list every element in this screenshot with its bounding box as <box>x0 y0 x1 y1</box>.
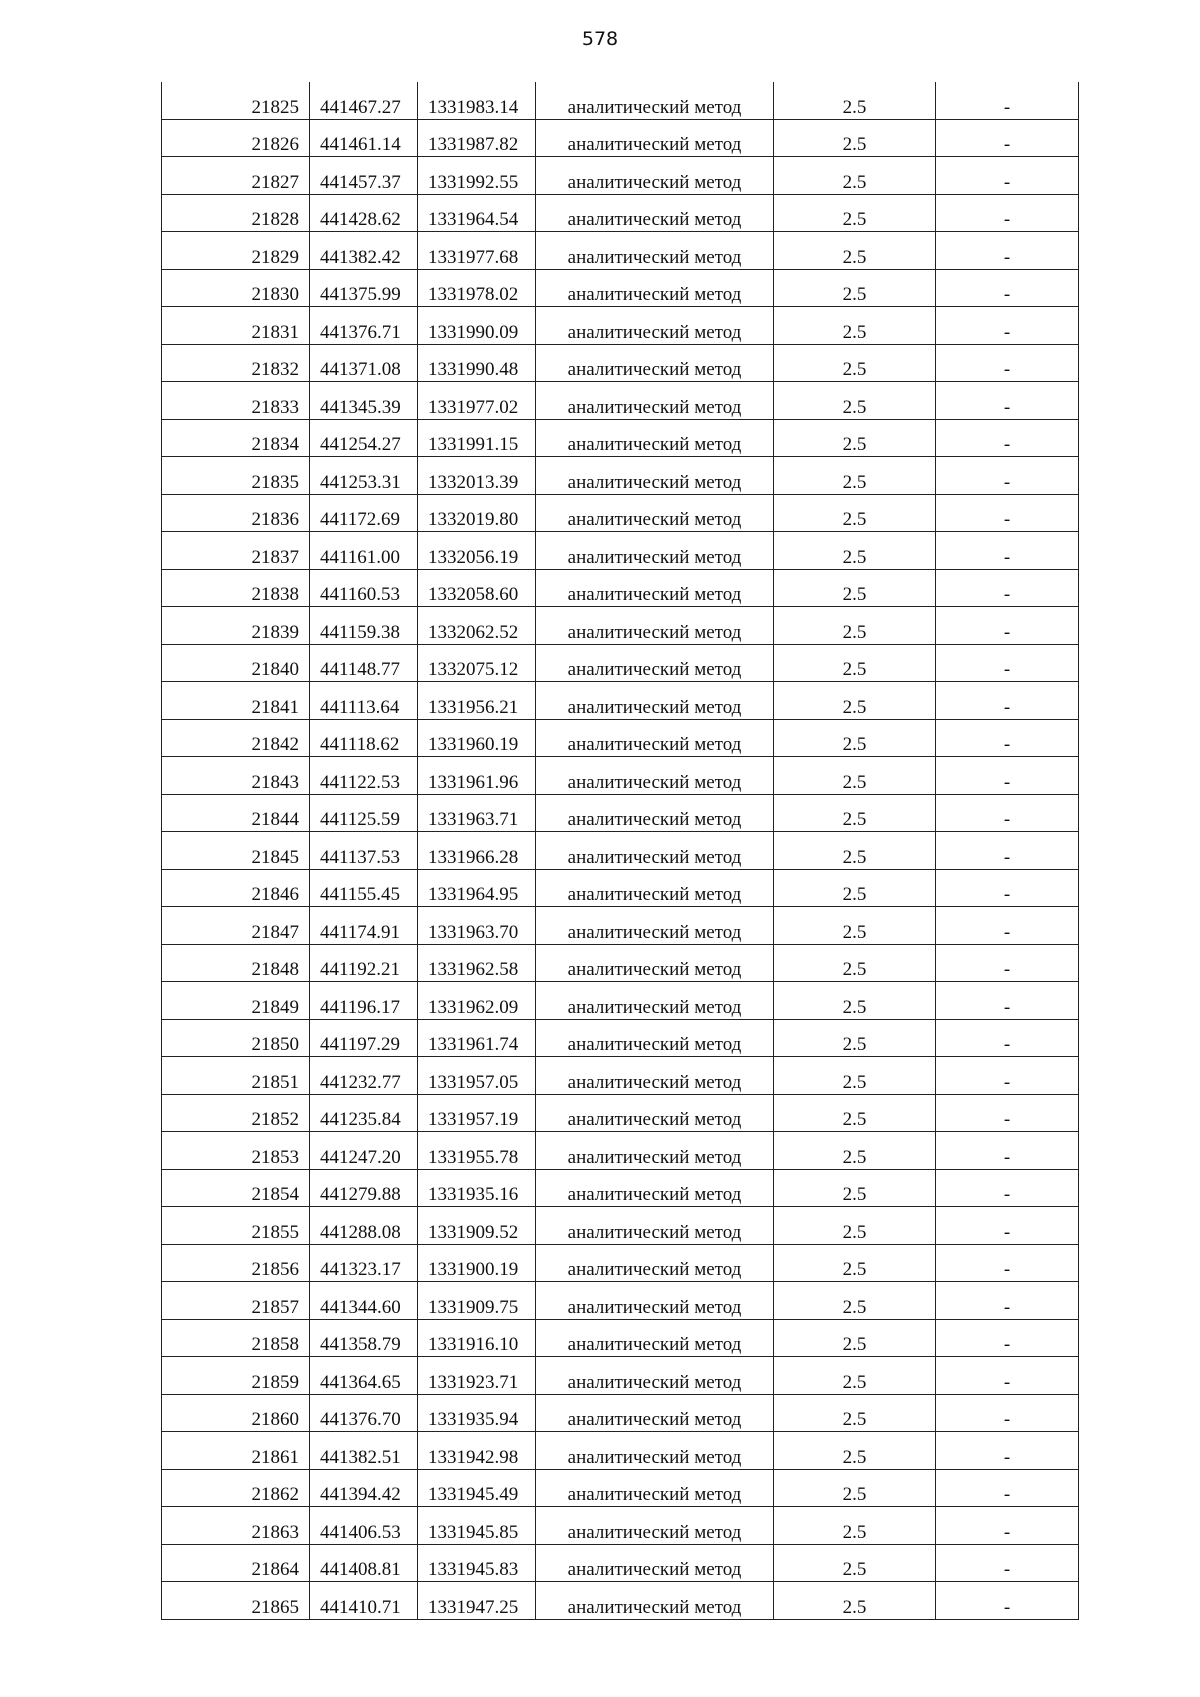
x-coordinate-cell: 441118.62 <box>310 719 418 757</box>
table-row <box>162 194 1079 232</box>
point-number-cell: 21862 <box>162 1469 310 1507</box>
note-cell: - <box>936 944 1079 982</box>
table-row <box>162 832 1079 870</box>
point-number-cell: 21837 <box>162 532 310 570</box>
point-number-cell: 21841 <box>162 682 310 720</box>
point-number-cell: 21865 <box>162 1582 310 1620</box>
table-row <box>162 532 1079 570</box>
method-cell: аналитический метод <box>536 1357 774 1395</box>
x-coordinate-cell: 441192.21 <box>310 944 418 982</box>
x-coordinate-cell: 441279.88 <box>310 1169 418 1207</box>
accuracy-cell: 2.5 <box>774 607 936 645</box>
x-coordinate-cell: 441137.53 <box>310 832 418 870</box>
table-row <box>162 757 1079 795</box>
y-coordinate-cell: 1331990.09 <box>418 307 536 345</box>
table-row <box>162 907 1079 945</box>
method-cell: аналитический метод <box>536 307 774 345</box>
y-coordinate-cell: 1331945.85 <box>418 1507 536 1545</box>
x-coordinate-cell: 441406.53 <box>310 1507 418 1545</box>
method-cell: аналитический метод <box>536 382 774 420</box>
accuracy-cell: 2.5 <box>774 869 936 907</box>
accuracy-cell: 2.5 <box>774 1057 936 1095</box>
point-number-cell: 21848 <box>162 944 310 982</box>
accuracy-cell: 2.5 <box>774 1394 936 1432</box>
method-cell: аналитический метод <box>536 757 774 795</box>
x-coordinate-cell: 441394.42 <box>310 1469 418 1507</box>
point-number-cell: 21826 <box>162 119 310 157</box>
accuracy-cell: 2.5 <box>774 232 936 270</box>
point-number-cell: 21854 <box>162 1169 310 1207</box>
x-coordinate-cell: 441375.99 <box>310 269 418 307</box>
table-row <box>162 569 1079 607</box>
accuracy-cell: 2.5 <box>774 82 936 119</box>
note-cell: - <box>936 494 1079 532</box>
note-cell: - <box>936 1094 1079 1132</box>
method-cell: аналитический метод <box>536 1582 774 1620</box>
method-cell: аналитический метод <box>536 794 774 832</box>
accuracy-cell: 2.5 <box>774 1244 936 1282</box>
note-cell: - <box>936 1394 1079 1432</box>
x-coordinate-cell: 441467.27 <box>310 82 418 119</box>
x-coordinate-cell: 441254.27 <box>310 419 418 457</box>
table-row <box>162 869 1079 907</box>
point-number-cell: 21864 <box>162 1544 310 1582</box>
point-number-cell: 21832 <box>162 344 310 382</box>
x-coordinate-cell: 441113.64 <box>310 682 418 720</box>
method-cell: аналитический метод <box>536 82 774 119</box>
point-number-cell: 21857 <box>162 1282 310 1320</box>
table-row <box>162 307 1079 345</box>
note-cell: - <box>936 1319 1079 1357</box>
accuracy-cell: 2.5 <box>774 944 936 982</box>
note-cell: - <box>936 1432 1079 1470</box>
note-cell: - <box>936 682 1079 720</box>
y-coordinate-cell: 1332075.12 <box>418 644 536 682</box>
x-coordinate-cell: 441196.17 <box>310 982 418 1020</box>
x-coordinate-cell: 441382.51 <box>310 1432 418 1470</box>
accuracy-cell: 2.5 <box>774 307 936 345</box>
method-cell: аналитический метод <box>536 269 774 307</box>
point-number-cell: 21825 <box>162 82 310 119</box>
method-cell: аналитический метод <box>536 1432 774 1470</box>
method-cell: аналитический метод <box>536 644 774 682</box>
accuracy-cell: 2.5 <box>774 832 936 870</box>
point-number-cell: 21842 <box>162 719 310 757</box>
table-row <box>162 382 1079 420</box>
table-row <box>162 982 1079 1020</box>
x-coordinate-cell: 441382.42 <box>310 232 418 270</box>
note-cell: - <box>936 607 1079 645</box>
table-row <box>162 494 1079 532</box>
x-coordinate-cell: 441288.08 <box>310 1207 418 1245</box>
method-cell: аналитический метод <box>536 1207 774 1245</box>
y-coordinate-cell: 1331947.25 <box>418 1582 536 1620</box>
method-cell: аналитический метод <box>536 119 774 157</box>
accuracy-cell: 2.5 <box>774 157 936 195</box>
y-coordinate-cell: 1331962.58 <box>418 944 536 982</box>
accuracy-cell: 2.5 <box>774 644 936 682</box>
note-cell: - <box>936 982 1079 1020</box>
y-coordinate-cell: 1331935.94 <box>418 1394 536 1432</box>
y-coordinate-cell: 1332062.52 <box>418 607 536 645</box>
accuracy-cell: 2.5 <box>774 382 936 420</box>
note-cell: - <box>936 832 1079 870</box>
x-coordinate-cell: 441428.62 <box>310 194 418 232</box>
table-row <box>162 1394 1079 1432</box>
x-coordinate-cell: 441122.53 <box>310 757 418 795</box>
note-cell: - <box>936 1282 1079 1320</box>
accuracy-cell: 2.5 <box>774 457 936 495</box>
table-row <box>162 419 1079 457</box>
y-coordinate-cell: 1331909.52 <box>418 1207 536 1245</box>
accuracy-cell: 2.5 <box>774 1507 936 1545</box>
table-row <box>162 719 1079 757</box>
accuracy-cell: 2.5 <box>774 1469 936 1507</box>
y-coordinate-cell: 1331962.09 <box>418 982 536 1020</box>
point-number-cell: 21830 <box>162 269 310 307</box>
note-cell: - <box>936 344 1079 382</box>
method-cell: аналитический метод <box>536 1019 774 1057</box>
y-coordinate-cell: 1331983.14 <box>418 82 536 119</box>
table-row <box>162 269 1079 307</box>
note-cell: - <box>936 1544 1079 1582</box>
y-coordinate-cell: 1331945.49 <box>418 1469 536 1507</box>
table-row <box>162 682 1079 720</box>
point-number-cell: 21838 <box>162 569 310 607</box>
note-cell: - <box>936 419 1079 457</box>
note-cell: - <box>936 757 1079 795</box>
x-coordinate-cell: 441160.53 <box>310 569 418 607</box>
accuracy-cell: 2.5 <box>774 494 936 532</box>
x-coordinate-cell: 441408.81 <box>310 1544 418 1582</box>
method-cell: аналитический метод <box>536 1469 774 1507</box>
accuracy-cell: 2.5 <box>774 1094 936 1132</box>
note-cell: - <box>936 1244 1079 1282</box>
table-row <box>162 1132 1079 1170</box>
x-coordinate-cell: 441345.39 <box>310 382 418 420</box>
x-coordinate-cell: 441253.31 <box>310 457 418 495</box>
point-number-cell: 21831 <box>162 307 310 345</box>
y-coordinate-cell: 1331977.68 <box>418 232 536 270</box>
accuracy-cell: 2.5 <box>774 982 936 1020</box>
point-number-cell: 21847 <box>162 907 310 945</box>
method-cell: аналитический метод <box>536 1319 774 1357</box>
table-row <box>162 1282 1079 1320</box>
accuracy-cell: 2.5 <box>774 1132 936 1170</box>
point-number-cell: 21836 <box>162 494 310 532</box>
table-row <box>162 944 1079 982</box>
coordinates-table <box>161 82 1079 1620</box>
y-coordinate-cell: 1331942.98 <box>418 1432 536 1470</box>
point-number-cell: 21844 <box>162 794 310 832</box>
x-coordinate-cell: 441155.45 <box>310 869 418 907</box>
table-row <box>162 1507 1079 1545</box>
method-cell: аналитический метод <box>536 832 774 870</box>
point-number-cell: 21835 <box>162 457 310 495</box>
method-cell: аналитический метод <box>536 607 774 645</box>
y-coordinate-cell: 1331957.19 <box>418 1094 536 1132</box>
method-cell: аналитический метод <box>536 457 774 495</box>
x-coordinate-cell: 441232.77 <box>310 1057 418 1095</box>
y-coordinate-cell: 1331961.96 <box>418 757 536 795</box>
y-coordinate-cell: 1331956.21 <box>418 682 536 720</box>
note-cell: - <box>936 1469 1079 1507</box>
method-cell: аналитический метод <box>536 907 774 945</box>
x-coordinate-cell: 441159.38 <box>310 607 418 645</box>
y-coordinate-cell: 1331923.71 <box>418 1357 536 1395</box>
note-cell: - <box>936 1169 1079 1207</box>
method-cell: аналитический метод <box>536 194 774 232</box>
x-coordinate-cell: 441247.20 <box>310 1132 418 1170</box>
note-cell: - <box>936 157 1079 195</box>
method-cell: аналитический метод <box>536 1094 774 1132</box>
note-cell: - <box>936 1019 1079 1057</box>
table-row <box>162 607 1079 645</box>
accuracy-cell: 2.5 <box>774 1582 936 1620</box>
accuracy-cell: 2.5 <box>774 1544 936 1582</box>
y-coordinate-cell: 1331964.54 <box>418 194 536 232</box>
table-row <box>162 1019 1079 1057</box>
x-coordinate-cell: 441174.91 <box>310 907 418 945</box>
y-coordinate-cell: 1331935.16 <box>418 1169 536 1207</box>
accuracy-cell: 2.5 <box>774 719 936 757</box>
y-coordinate-cell: 1331961.74 <box>418 1019 536 1057</box>
point-number-cell: 21845 <box>162 832 310 870</box>
point-number-cell: 21861 <box>162 1432 310 1470</box>
method-cell: аналитический метод <box>536 569 774 607</box>
table-row <box>162 1057 1079 1095</box>
accuracy-cell: 2.5 <box>774 1019 936 1057</box>
x-coordinate-cell: 441410.71 <box>310 1582 418 1620</box>
note-cell: - <box>936 119 1079 157</box>
point-number-cell: 21849 <box>162 982 310 1020</box>
note-cell: - <box>936 532 1079 570</box>
x-coordinate-cell: 441235.84 <box>310 1094 418 1132</box>
method-cell: аналитический метод <box>536 982 774 1020</box>
accuracy-cell: 2.5 <box>774 1432 936 1470</box>
method-cell: аналитический метод <box>536 1057 774 1095</box>
method-cell: аналитический метод <box>536 719 774 757</box>
table-row <box>162 1244 1079 1282</box>
y-coordinate-cell: 1332019.80 <box>418 494 536 532</box>
point-number-cell: 21858 <box>162 1319 310 1357</box>
table-row <box>162 344 1079 382</box>
accuracy-cell: 2.5 <box>774 682 936 720</box>
x-coordinate-cell: 441148.77 <box>310 644 418 682</box>
accuracy-cell: 2.5 <box>774 1207 936 1245</box>
note-cell: - <box>936 307 1079 345</box>
table-row <box>162 457 1079 495</box>
method-cell: аналитический метод <box>536 682 774 720</box>
note-cell: - <box>936 869 1079 907</box>
point-number-cell: 21852 <box>162 1094 310 1132</box>
table-row <box>162 1319 1079 1357</box>
y-coordinate-cell: 1331966.28 <box>418 832 536 870</box>
note-cell: - <box>936 1207 1079 1245</box>
point-number-cell: 21851 <box>162 1057 310 1095</box>
table-row <box>162 119 1079 157</box>
point-number-cell: 21846 <box>162 869 310 907</box>
method-cell: аналитический метод <box>536 344 774 382</box>
table-row <box>162 1094 1079 1132</box>
y-coordinate-cell: 1331992.55 <box>418 157 536 195</box>
note-cell: - <box>936 194 1079 232</box>
accuracy-cell: 2.5 <box>774 1169 936 1207</box>
accuracy-cell: 2.5 <box>774 907 936 945</box>
table-row <box>162 82 1079 119</box>
method-cell: аналитический метод <box>536 1282 774 1320</box>
y-coordinate-cell: 1331987.82 <box>418 119 536 157</box>
accuracy-cell: 2.5 <box>774 1319 936 1357</box>
note-cell: - <box>936 457 1079 495</box>
point-number-cell: 21856 <box>162 1244 310 1282</box>
y-coordinate-cell: 1331991.15 <box>418 419 536 457</box>
y-coordinate-cell: 1331964.95 <box>418 869 536 907</box>
y-coordinate-cell: 1331990.48 <box>418 344 536 382</box>
accuracy-cell: 2.5 <box>774 757 936 795</box>
point-number-cell: 21850 <box>162 1019 310 1057</box>
x-coordinate-cell: 441457.37 <box>310 157 418 195</box>
table-row <box>162 644 1079 682</box>
accuracy-cell: 2.5 <box>774 419 936 457</box>
y-coordinate-cell: 1332058.60 <box>418 569 536 607</box>
note-cell: - <box>936 1057 1079 1095</box>
x-coordinate-cell: 441461.14 <box>310 119 418 157</box>
point-number-cell: 21833 <box>162 382 310 420</box>
x-coordinate-cell: 441376.70 <box>310 1394 418 1432</box>
method-cell: аналитический метод <box>536 157 774 195</box>
table-row <box>162 794 1079 832</box>
y-coordinate-cell: 1331955.78 <box>418 1132 536 1170</box>
y-coordinate-cell: 1331960.19 <box>418 719 536 757</box>
method-cell: аналитический метод <box>536 1394 774 1432</box>
point-number-cell: 21843 <box>162 757 310 795</box>
table-row <box>162 1169 1079 1207</box>
y-coordinate-cell: 1331957.05 <box>418 1057 536 1095</box>
table-row <box>162 1432 1079 1470</box>
note-cell: - <box>936 1357 1079 1395</box>
note-cell: - <box>936 794 1079 832</box>
note-cell: - <box>936 1132 1079 1170</box>
point-number-cell: 21853 <box>162 1132 310 1170</box>
table-row <box>162 1357 1079 1395</box>
method-cell: аналитический метод <box>536 419 774 457</box>
accuracy-cell: 2.5 <box>774 794 936 832</box>
x-coordinate-cell: 441364.65 <box>310 1357 418 1395</box>
coordinates-table-body <box>162 82 1079 1619</box>
x-coordinate-cell: 441371.08 <box>310 344 418 382</box>
accuracy-cell: 2.5 <box>774 344 936 382</box>
table-row <box>162 157 1079 195</box>
note-cell: - <box>936 644 1079 682</box>
accuracy-cell: 2.5 <box>774 1282 936 1320</box>
x-coordinate-cell: 441376.71 <box>310 307 418 345</box>
method-cell: аналитический метод <box>536 1544 774 1582</box>
point-number-cell: 21828 <box>162 194 310 232</box>
note-cell: - <box>936 1582 1079 1620</box>
method-cell: аналитический метод <box>536 532 774 570</box>
y-coordinate-cell: 1331963.70 <box>418 907 536 945</box>
accuracy-cell: 2.5 <box>774 1357 936 1395</box>
method-cell: аналитический метод <box>536 232 774 270</box>
table-row <box>162 1207 1079 1245</box>
note-cell: - <box>936 1507 1079 1545</box>
note-cell: - <box>936 232 1079 270</box>
y-coordinate-cell: 1331978.02 <box>418 269 536 307</box>
point-number-cell: 21839 <box>162 607 310 645</box>
point-number-cell: 21860 <box>162 1394 310 1432</box>
x-coordinate-cell: 441125.59 <box>310 794 418 832</box>
page-number: 578 <box>581 28 619 50</box>
point-number-cell: 21859 <box>162 1357 310 1395</box>
table-row <box>162 1582 1079 1620</box>
point-number-cell: 21840 <box>162 644 310 682</box>
accuracy-cell: 2.5 <box>774 532 936 570</box>
point-number-cell: 21863 <box>162 1507 310 1545</box>
note-cell: - <box>936 269 1079 307</box>
method-cell: аналитический метод <box>536 1507 774 1545</box>
y-coordinate-cell: 1331977.02 <box>418 382 536 420</box>
accuracy-cell: 2.5 <box>774 194 936 232</box>
point-number-cell: 21827 <box>162 157 310 195</box>
note-cell: - <box>936 719 1079 757</box>
table-row <box>162 1469 1079 1507</box>
x-coordinate-cell: 441344.60 <box>310 1282 418 1320</box>
y-coordinate-cell: 1332013.39 <box>418 457 536 495</box>
y-coordinate-cell: 1331909.75 <box>418 1282 536 1320</box>
note-cell: - <box>936 569 1079 607</box>
y-coordinate-cell: 1331916.10 <box>418 1319 536 1357</box>
method-cell: аналитический метод <box>536 1169 774 1207</box>
x-coordinate-cell: 441172.69 <box>310 494 418 532</box>
x-coordinate-cell: 441323.17 <box>310 1244 418 1282</box>
y-coordinate-cell: 1331963.71 <box>418 794 536 832</box>
method-cell: аналитический метод <box>536 1244 774 1282</box>
y-coordinate-cell: 1331945.83 <box>418 1544 536 1582</box>
method-cell: аналитический метод <box>536 944 774 982</box>
note-cell: - <box>936 82 1079 119</box>
x-coordinate-cell: 441358.79 <box>310 1319 418 1357</box>
table-row <box>162 232 1079 270</box>
method-cell: аналитический метод <box>536 1132 774 1170</box>
table-row <box>162 1544 1079 1582</box>
y-coordinate-cell: 1332056.19 <box>418 532 536 570</box>
method-cell: аналитический метод <box>536 869 774 907</box>
accuracy-cell: 2.5 <box>774 269 936 307</box>
x-coordinate-cell: 441197.29 <box>310 1019 418 1057</box>
accuracy-cell: 2.5 <box>774 569 936 607</box>
note-cell: - <box>936 907 1079 945</box>
note-cell: - <box>936 382 1079 420</box>
point-number-cell: 21829 <box>162 232 310 270</box>
y-coordinate-cell: 1331900.19 <box>418 1244 536 1282</box>
method-cell: аналитический метод <box>536 494 774 532</box>
point-number-cell: 21834 <box>162 419 310 457</box>
point-number-cell: 21855 <box>162 1207 310 1245</box>
x-coordinate-cell: 441161.00 <box>310 532 418 570</box>
accuracy-cell: 2.5 <box>774 119 936 157</box>
